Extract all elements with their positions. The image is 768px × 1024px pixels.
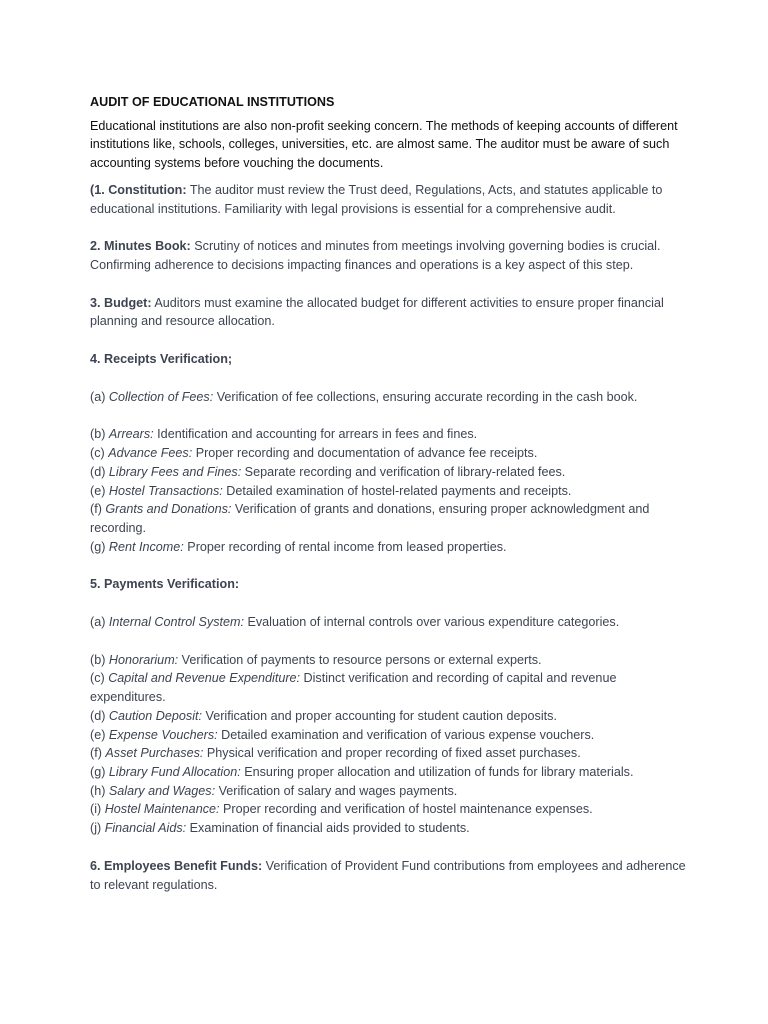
list-item <box>90 444 690 463</box>
item-text: Detailed examination and verification of various expense vouchers. <box>217 727 595 742</box>
item-text: Verification of salary and wages payments. <box>215 783 458 798</box>
item-label: (b) <box>90 427 109 442</box>
item-text: Verification of payments to resource persons or external experts. <box>178 652 542 667</box>
item-label: (c) <box>90 671 109 686</box>
item-label: (c) <box>90 446 109 461</box>
list-item <box>90 726 690 745</box>
payments-item-a <box>90 613 690 632</box>
list-item <box>90 800 690 819</box>
item-label: (d) <box>90 708 109 723</box>
section-heading: 6. Employees Benefit Funds: <box>90 858 263 873</box>
section-constitution <box>90 181 690 218</box>
item-term: Hostel Maintenance: <box>104 802 220 817</box>
item-term: Collection of Fees: <box>108 389 214 404</box>
document-body <box>90 93 690 913</box>
receipts-item-list <box>90 425 690 556</box>
item-term: Advance Fees: <box>108 446 193 461</box>
item-term: Hostel Transactions: <box>108 483 223 498</box>
item-text: Ensuring proper allocation and utilization of funds for library materials. <box>240 764 634 779</box>
item-label: (g) <box>90 539 109 554</box>
section-text: Scrutiny of notices and minutes from meetings involving governing bodies is crucial. Confirming adherence to decisions impacting finances and operations is a key aspect of this step. <box>90 239 661 272</box>
item-text: Detailed examination of hostel-related payments and receipts. <box>222 483 572 498</box>
item-label: (g) <box>90 764 109 779</box>
item-text: Verification of fee collections, ensuring accurate recording in the cash book. <box>213 389 638 404</box>
section-text: The auditor must review the Trust deed, Regulations, Acts, and statutes applicable to educational institutions. Familiarity with legal provisions is essential for a comprehensive audit. <box>90 182 663 216</box>
list-item <box>90 763 690 782</box>
section-heading: 3. Budget: <box>90 295 152 310</box>
item-label: (e) <box>90 727 109 742</box>
item-term: Internal Control System: <box>108 615 244 630</box>
payments-item-list <box>90 651 690 838</box>
section-receipts-heading: 4. Receipts Verification; <box>90 352 233 367</box>
section-budget <box>90 294 690 331</box>
item-text: Verification of grants and donations, ensuring proper acknowledgment and recording. <box>90 502 650 535</box>
item-label: (f) <box>90 746 106 761</box>
item-term: Caution Deposit: <box>108 708 202 723</box>
list-item <box>90 707 690 726</box>
item-text: Distinct verification and recording of capital and revenue expenditures. <box>90 671 617 705</box>
list-item <box>90 782 690 801</box>
intro-paragraph: Educational institutions are also non-profit seeking concern. The methods of keeping accounts of different institutions like, schools, colleges, universities, etc. are almost same. The auditor must be aware of such accounting systems before vouching the documents. <box>90 118 678 171</box>
item-term: Library Fund Allocation: <box>108 764 241 779</box>
item-label: (f) <box>90 502 106 517</box>
list-item <box>90 500 690 537</box>
item-text: Evaluation of internal controls over various expenditure categories. <box>243 615 620 630</box>
list-item <box>90 538 690 557</box>
item-label: (h) <box>90 783 109 798</box>
item-term: Arrears: <box>108 427 154 442</box>
section-employee-benefit-funds <box>90 857 690 894</box>
item-label: (a) <box>90 389 109 404</box>
receipts-item-a <box>90 388 690 407</box>
list-item <box>90 463 690 482</box>
section-heading: (1. Constitution: <box>90 182 187 197</box>
item-term: Grants and Donations: <box>105 502 232 517</box>
list-item <box>90 425 690 444</box>
item-term: Rent Income: <box>108 539 184 554</box>
item-term: Library Fees and Fines: <box>108 464 242 479</box>
section-text: Verification of Provident Fund contributions from employees and adherence to relevant regulations. <box>90 858 686 892</box>
item-text: Separate recording and verification of library-related fees. <box>241 464 566 479</box>
item-label: (e) <box>90 483 109 498</box>
section-payments-heading: 5. Payments Verification: <box>90 577 240 592</box>
document-title: AUDIT OF EDUCATIONAL INSTITUTIONS <box>90 95 335 109</box>
list-item <box>90 819 690 838</box>
item-term: Financial Aids: <box>104 821 187 836</box>
item-text: Identification and accounting for arrears in fees and fines. <box>153 427 478 442</box>
item-text: Examination of financial aids provided to students. <box>186 821 470 836</box>
section-minutes-book <box>90 237 690 274</box>
list-item <box>90 669 690 706</box>
item-term: Capital and Revenue Expenditure: <box>108 671 301 686</box>
list-item <box>90 482 690 501</box>
list-item <box>90 744 690 763</box>
item-label: (d) <box>90 464 109 479</box>
item-term: Asset Purchases: <box>105 746 204 761</box>
item-label: (b) <box>90 652 109 667</box>
item-text: Proper recording of rental income from leased properties. <box>183 539 507 554</box>
item-term: Honorarium: <box>108 652 179 667</box>
item-label: (a) <box>90 615 109 630</box>
item-term: Salary and Wages: <box>108 783 216 798</box>
item-text: Verification and proper accounting for student caution deposits. <box>202 708 557 723</box>
item-label: (j) <box>90 821 105 836</box>
item-text: Proper recording and documentation of advance fee receipts. <box>192 446 538 461</box>
item-text: Physical verification and proper recording of fixed asset purchases. <box>203 746 581 761</box>
item-label: (i) <box>90 802 105 817</box>
list-item <box>90 651 690 670</box>
item-term: Expense Vouchers: <box>108 727 218 742</box>
section-heading: 2. Minutes Book: <box>90 239 191 254</box>
section-text: Auditors must examine the allocated budget for different activities to ensure proper financial planning and resource allocation. <box>90 295 664 329</box>
item-text: Proper recording and verification of hostel maintenance expenses. <box>219 802 593 817</box>
